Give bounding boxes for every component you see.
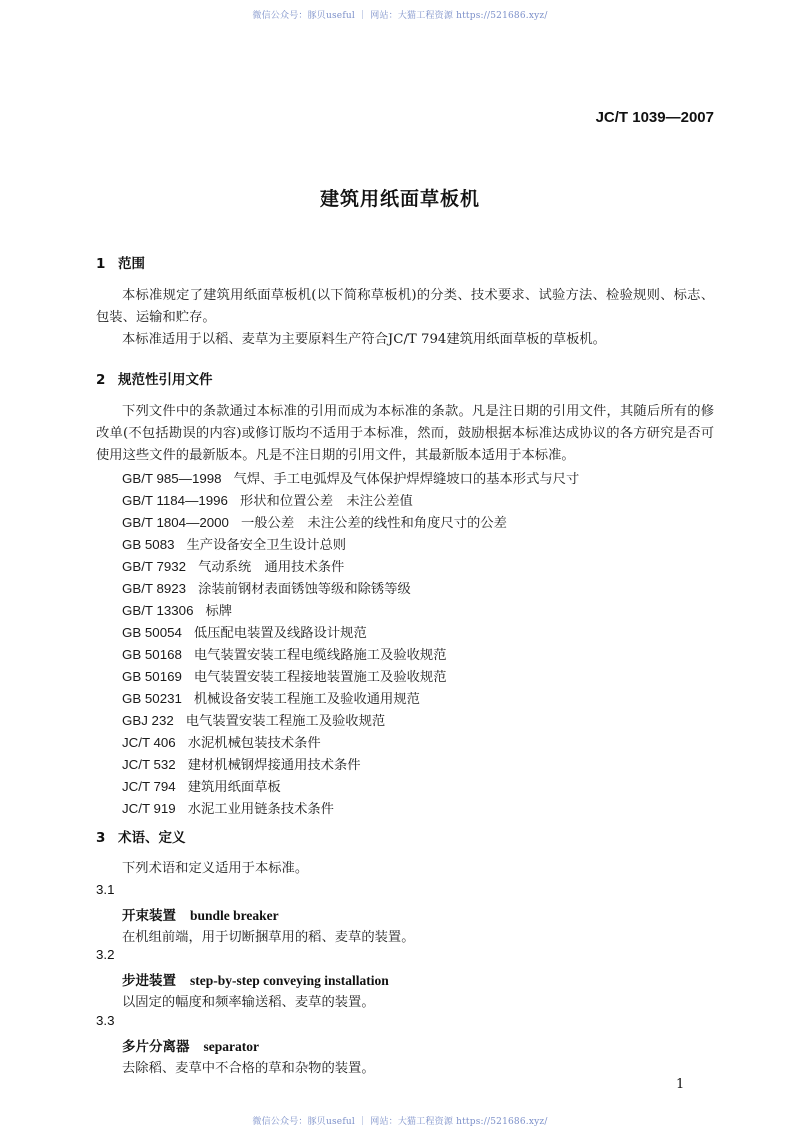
section-title: 术语、定义	[118, 830, 186, 846]
clause-number: 3.1	[96, 882, 115, 897]
scope-paragraph-2: 本标准适用于以稻、麦草为主要原料生产符合JC/T 794建筑用纸面草板的草板机。	[122, 332, 606, 347]
term-definition: 去除稻、麦草中不合格的草和杂物的装置。	[122, 1061, 375, 1076]
term-entry: 开束装置 bundle breaker	[122, 908, 279, 924]
reference-item: GB/T 985—1998 气焊、手工电弧焊及气体保护焊焊缝坡口的基本形式与尺寸	[122, 471, 580, 487]
document-title: 建筑用纸面草板机	[319, 188, 480, 210]
watermark-top: 微信公众号：豚贝useful ｜ 网站：大猫工程资源 https://521686.xyz/	[252, 11, 548, 21]
reference-item: GB 50169 电气装置安装工程接地装置施工及验收规范	[122, 669, 447, 685]
section-number: 3	[96, 830, 106, 846]
section-title: 规范性引用文件	[118, 372, 213, 388]
reference-item: GBJ 232 电气装置安装工程施工及验收规范	[122, 713, 386, 729]
clause-number: 3.2	[96, 947, 115, 962]
section-2-heading	[96, 368, 213, 388]
references-intro-paragraph: 下列文件中的条款通过本标准的引用而成为本标准的条款。凡是注日期的引用文件，其随后所有的修改单(不包括勘误的内容)或修订版均不适用于本标准，然而，鼓励根据本标准达成协议的各方研究是否可使用这些文件的最新版本。凡是不注日期的引用文件，其最新版本适用于本标准。	[96, 404, 714, 463]
term-entry: 步进装置 step-by-step conveying installation	[122, 973, 389, 989]
section-title: 范围	[118, 256, 145, 272]
reference-item: JC/T 794 建筑用纸面草板	[122, 779, 281, 795]
clause-number: 3.3	[96, 1013, 115, 1028]
term-entry: 多片分离器 separator	[122, 1039, 259, 1055]
section-number: 2	[96, 372, 106, 388]
reference-item: GB/T 1804—2000 一般公差 未注公差的线性和角度尺寸的公差	[122, 515, 507, 531]
reference-item: GB 50168 电气装置安装工程电缆线路施工及验收规范	[122, 647, 447, 663]
section-3-heading	[96, 826, 186, 846]
watermark-bottom: 微信公众号：豚贝useful ｜ 网站：大猫工程资源 https://521686.xyz/	[252, 1117, 548, 1127]
reference-item: GB/T 1184—1996 形状和位置公差 未注公差值	[122, 493, 413, 509]
reference-item: JC/T 919 水泥工业用链条技术条件	[122, 801, 334, 817]
section-1-heading	[96, 252, 145, 272]
reference-item: GB 50231 机械设备安装工程施工及验收通用规范	[122, 691, 420, 707]
term-definition: 以固定的幅度和频率输送稻、麦草的装置。	[122, 995, 375, 1010]
reference-item: GB 50054 低压配电装置及线路设计规范	[122, 625, 367, 641]
reference-item: JC/T 532 建材机械钢焊接通用技术条件	[122, 757, 361, 773]
scope-paragraph-1: 本标准规定了建筑用纸面草板机(以下简称草板机)的分类、技术要求、试验方法、检验规则、标志、包装、运输和贮存。	[96, 288, 714, 325]
section-number: 1	[96, 256, 106, 272]
page-number: 1	[676, 1077, 685, 1092]
reference-item: GB/T 7932 气动系统 通用技术条件	[122, 559, 345, 575]
terms-intro-paragraph: 下列术语和定义适用于本标准。	[122, 861, 309, 876]
reference-item: GB 5083 生产设备安全卫生设计总则	[122, 537, 347, 553]
reference-item: GB/T 13306 标牌	[122, 603, 233, 619]
standard-code: JC/T 1039—2007	[595, 109, 714, 126]
reference-item: GB/T 8923 涂装前钢材表面锈蚀等级和除锈等级	[122, 581, 411, 597]
term-definition: 在机组前端，用于切断捆草用的稻、麦草的装置。	[122, 930, 415, 945]
reference-item: JC/T 406 水泥机械包装技术条件	[122, 735, 321, 751]
